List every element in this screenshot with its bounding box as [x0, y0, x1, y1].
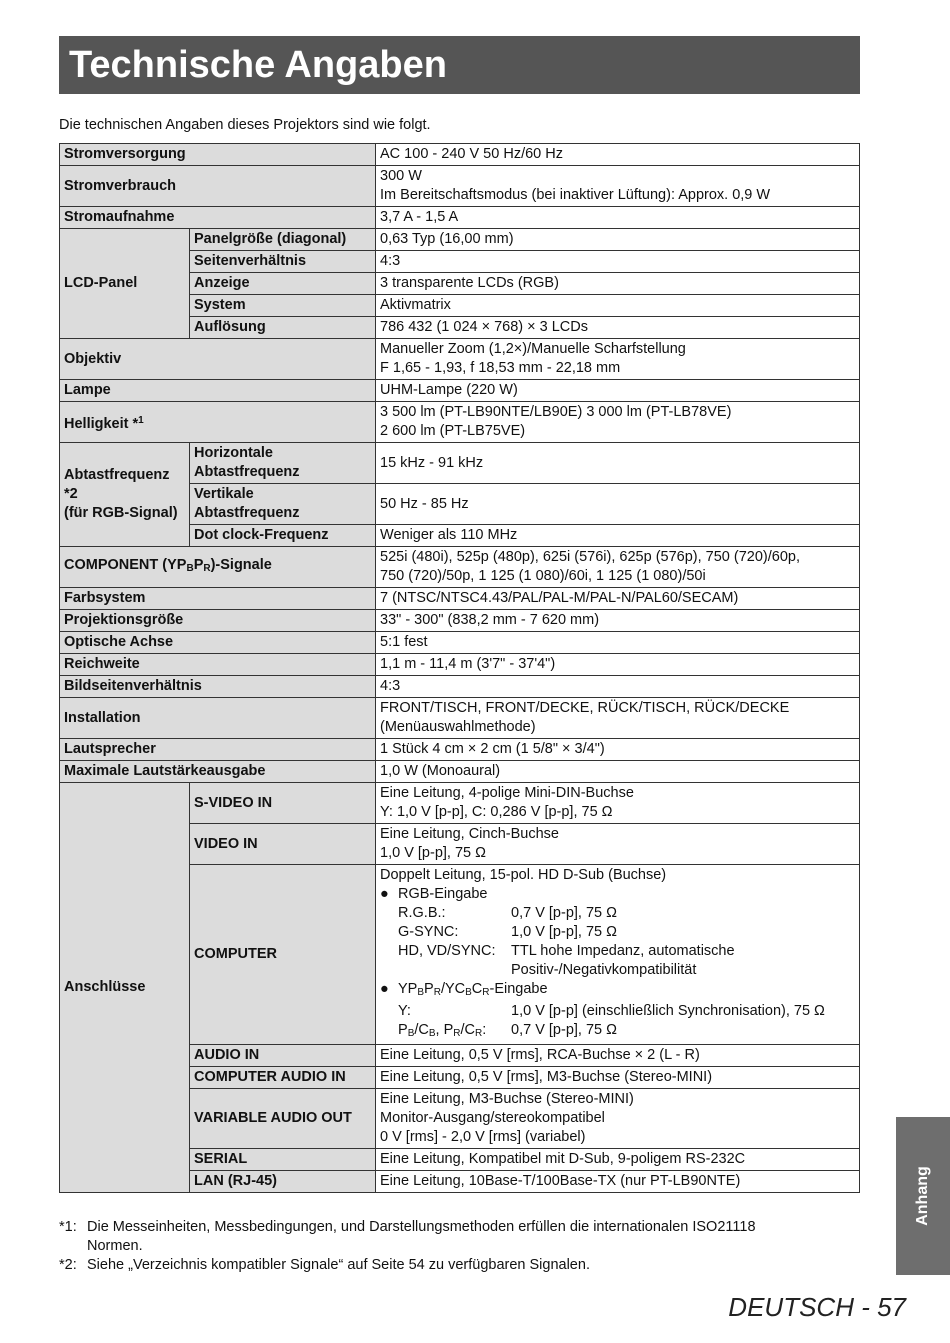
- label-subscript: B: [186, 563, 194, 574]
- table-row: [60, 547, 860, 588]
- row-value: 1,0 W (Monoaural): [376, 761, 860, 783]
- text-part: :: [482, 1022, 487, 1038]
- value-line: Positiv-/Negativkompatibilität: [511, 962, 697, 978]
- row-value: 3,7 A - 1,5 A: [376, 207, 860, 229]
- value-key: R.G.B.:: [398, 905, 446, 921]
- table-row: [60, 339, 860, 380]
- row-value: [376, 547, 860, 588]
- group-label: Anschlüsse: [60, 783, 190, 1193]
- row-label: [60, 402, 376, 443]
- table-row: [60, 207, 860, 229]
- row-value: Eine Leitung, 0,5 V [rms], M3-Buchse (Stereo-MINI): [376, 1067, 860, 1089]
- page-title: Technische Angaben: [69, 44, 447, 86]
- value-line: Im Bereitschaftsmodus (bei inaktiver Lüftung): Approx. 0,9 W: [380, 187, 771, 203]
- row-label: LAN (RJ-45): [190, 1171, 376, 1193]
- row-value: [376, 339, 860, 380]
- footnote-text: Siehe „Verzeichnis kompatibler Signale“ auf Seite 54 zu verfügbaren Signalen.: [87, 1257, 590, 1273]
- footnote: [59, 1256, 859, 1275]
- row-label: [60, 547, 376, 588]
- value-line: 2 600 lm (PT-LB75VE): [380, 423, 526, 439]
- value-line: 300 W: [380, 168, 422, 184]
- footnotes: [59, 1218, 859, 1275]
- text-part: , P: [435, 1022, 454, 1038]
- row-value: [376, 698, 860, 739]
- text-subscript: R: [453, 1028, 461, 1039]
- row-label: Dot clock-Frequenz: [190, 525, 376, 547]
- bullet-icon: ●: [380, 886, 389, 902]
- table-row: [60, 166, 860, 207]
- value-line: 1,0 V [p-p] (einschließlich Synchronisation), 75 Ω: [511, 1003, 825, 1019]
- row-label: Reichweite: [60, 654, 376, 676]
- value-line: Y: 1,0 V [p-p], C: 0,286 V [p-p], 75 Ω: [380, 804, 613, 820]
- value-line: 525i (480i), 525p (480p), 625i (576i), 625p (576p), 750 (720)/60p,: [380, 549, 800, 565]
- row-value: [376, 783, 860, 824]
- row-label: Optische Achse: [60, 632, 376, 654]
- label-subscript: R: [203, 563, 211, 574]
- row-label: [190, 484, 376, 525]
- footnote: [59, 1218, 859, 1256]
- table-row: [60, 588, 860, 610]
- table-row: [60, 783, 860, 824]
- value-line: 0 V [rms] - 2,0 V [rms] (variabel): [380, 1129, 586, 1145]
- page-number: DEUTSCH - 57: [728, 1292, 906, 1322]
- label-text: )-Signale: [210, 557, 272, 573]
- row-label: Bildseitenverhältnis: [60, 676, 376, 698]
- value-line: Eine Leitung, Cinch-Buchse: [380, 826, 559, 842]
- row-label: Stromversorgung: [60, 144, 376, 166]
- row-value: Eine Leitung, Kompatibel mit D-Sub, 9-poligem RS-232C: [376, 1149, 860, 1171]
- row-value: 50 Hz - 85 Hz: [376, 484, 860, 525]
- row-label: [190, 443, 376, 484]
- row-label: Installation: [60, 698, 376, 739]
- row-value: Aktivmatrix: [376, 295, 860, 317]
- value-line: Monitor-Ausgang/stereokompatibel: [380, 1110, 605, 1126]
- footnote-line: Die Messeinheiten, Messbedingungen, und Darstellungsmethoden erfüllen die internationalen ISO21118: [87, 1219, 756, 1235]
- table-row: [60, 144, 860, 166]
- row-label: Maximale Lautstärkeausgabe: [60, 761, 376, 783]
- footnote-line: Normen.: [87, 1238, 143, 1254]
- text-part: P: [398, 1022, 408, 1038]
- group-label: LCD-Panel: [60, 229, 190, 339]
- value-key: Y:: [398, 1003, 411, 1019]
- footnote-text: [87, 1218, 859, 1256]
- value-line: 3 500 lm (PT-LB90NTE/LB90E) 3 000 lm (PT-LB78VE): [380, 404, 732, 420]
- side-tab-label: Anhang: [914, 1166, 931, 1226]
- intro-text: Die technischen Angaben dieses Projektors sind wie folgt.: [59, 117, 431, 133]
- value-key: G-SYNC:: [398, 924, 459, 940]
- value-line: Eine Leitung, 4-polige Mini-DIN-Buchse: [380, 785, 634, 801]
- table-row: [60, 229, 860, 251]
- row-label: Panelgröße (diagonal): [190, 229, 376, 251]
- value-line: 750 (720)/50p, 1 125 (1 080)/60i, 1 125 (1 080)/50i: [380, 568, 706, 584]
- row-label: Anzeige: [190, 273, 376, 295]
- row-value: 1 Stück 4 cm × 2 cm (1 5/8" × 3/4"): [376, 739, 860, 761]
- row-value: 15 kHz - 91 kHz: [376, 443, 860, 484]
- row-value: [376, 1089, 860, 1149]
- row-value: [376, 402, 860, 443]
- label-text: Helligkeit *: [64, 415, 139, 432]
- row-label: Seitenverhältnis: [190, 251, 376, 273]
- row-value: 1,1 m - 11,4 m (3'7" - 37'4"): [376, 654, 860, 676]
- text-part: /YC: [440, 981, 466, 997]
- row-label: COMPUTER AUDIO IN: [190, 1067, 376, 1089]
- text-part: YP: [398, 981, 418, 997]
- label-text: P: [193, 557, 204, 573]
- row-label: Objektiv: [60, 339, 376, 380]
- text-part: C: [471, 981, 483, 997]
- value-line: Manueller Zoom (1,2×)/Manuelle Scharfstellung: [380, 341, 686, 357]
- row-label: COMPUTER: [190, 865, 376, 1045]
- row-value: [376, 824, 860, 865]
- text-subscript: B: [417, 987, 425, 998]
- label-line: Abtastfrequenz *2: [64, 467, 170, 502]
- text-subscript: B: [407, 1028, 415, 1039]
- row-label: VARIABLE AUDIO OUT: [190, 1089, 376, 1149]
- table-row: [60, 402, 860, 443]
- row-value: AC 100 - 240 V 50 Hz/60 Hz: [376, 144, 860, 166]
- row-value: 4:3: [376, 251, 860, 273]
- label-line: Abtastfrequenz: [194, 505, 300, 521]
- value-line: Doppelt Leitung, 15-pol. HD D-Sub (Buchse): [380, 867, 667, 883]
- label-text: COMPONENT (YP: [64, 557, 187, 573]
- value-line: 0,7 V [p-p], 75 Ω: [511, 1022, 617, 1038]
- label-line: (für RGB-Signal): [64, 505, 178, 521]
- row-label: S-VIDEO IN: [190, 783, 376, 824]
- row-label: Auflösung: [190, 317, 376, 339]
- row-value: 3 transparente LCDs (RGB): [376, 273, 860, 295]
- value-line: RGB-Eingabe: [398, 886, 488, 902]
- row-value: 7 (NTSC/NTSC4.43/PAL/PAL-M/PAL-N/PAL60/SECAM): [376, 588, 860, 610]
- group-label: [60, 443, 190, 547]
- computer-spec: [380, 866, 855, 1043]
- row-label: Lautsprecher: [60, 739, 376, 761]
- row-label: System: [190, 295, 376, 317]
- text-subscript: R: [475, 1028, 483, 1039]
- row-label: AUDIO IN: [190, 1045, 376, 1067]
- title-bar: [59, 36, 860, 94]
- row-value: Weniger als 110 MHz: [376, 525, 860, 547]
- value-line: F 1,65 - 1,93, f 18,53 mm - 22,18 mm: [380, 360, 621, 376]
- table-row: [60, 632, 860, 654]
- text-part: -Eingabe: [489, 981, 548, 997]
- label-line: Horizontale: [194, 445, 273, 461]
- text-subscript: B: [465, 987, 472, 998]
- footnote-ref: 1: [138, 414, 144, 426]
- value-line: 1,0 V [p-p], 75 Ω: [380, 845, 486, 861]
- text-subscript: R: [482, 987, 490, 998]
- value-line: Eine Leitung, M3-Buchse (Stereo-MINI): [380, 1091, 634, 1107]
- row-label: SERIAL: [190, 1149, 376, 1171]
- row-label: Projektionsgröße: [60, 610, 376, 632]
- bullet-icon: ●: [380, 981, 389, 997]
- table-row: [60, 380, 860, 402]
- row-label: Stromverbrauch: [60, 166, 376, 207]
- value-line: TTL hohe Impedanz, automatische: [511, 943, 735, 959]
- text-subscript: B: [428, 1028, 436, 1039]
- table-row: [60, 698, 860, 739]
- value-key: HD, VD/SYNC:: [398, 943, 496, 959]
- footnote-mark: *2:: [59, 1257, 77, 1273]
- table-row: [60, 676, 860, 698]
- label-line: Abtastfrequenz: [194, 464, 300, 480]
- text-part: /C: [460, 1022, 475, 1038]
- table-row: [60, 761, 860, 783]
- row-value: Eine Leitung, 0,5 V [rms], RCA-Buchse × 2 (L - R): [376, 1045, 860, 1067]
- value-line: 1,0 V [p-p], 75 Ω: [511, 924, 617, 940]
- table-row: [60, 443, 860, 484]
- text-part: P: [424, 981, 434, 997]
- value-line: (Menüauswahlmethode): [380, 719, 536, 735]
- value-line: FRONT/TISCH, FRONT/DECKE, RÜCK/TISCH, RÜCK/DECKE: [380, 700, 790, 716]
- row-value: 0,63 Typ (16,00 mm): [376, 229, 860, 251]
- row-label: Lampe: [60, 380, 376, 402]
- row-value: UHM-Lampe (220 W): [376, 380, 860, 402]
- value-key: [398, 1021, 511, 1043]
- row-value: [376, 865, 860, 1045]
- row-label: Farbsystem: [60, 588, 376, 610]
- label-line: Vertikale: [194, 486, 254, 502]
- table-row: [60, 610, 860, 632]
- side-tab: [896, 1117, 950, 1275]
- footnote-mark: *1:: [59, 1219, 77, 1235]
- row-value: 4:3: [376, 676, 860, 698]
- text-part: /C: [414, 1022, 429, 1038]
- text-subscript: R: [433, 987, 441, 998]
- table-row: [60, 739, 860, 761]
- value-line: 0,7 V [p-p], 75 Ω: [511, 905, 617, 921]
- row-value: Eine Leitung, 10Base-T/100Base-TX (nur PT-LB90NTE): [376, 1171, 860, 1193]
- row-label: Stromaufnahme: [60, 207, 376, 229]
- row-value: [376, 166, 860, 207]
- spec-table: [59, 143, 860, 1193]
- row-label: VIDEO IN: [190, 824, 376, 865]
- row-value: 5:1 fest: [376, 632, 860, 654]
- table-row: [60, 654, 860, 676]
- row-value: 33" - 300" (838,2 mm - 7 620 mm): [376, 610, 860, 632]
- row-value: 786 432 (1 024 × 768) × 3 LCDs: [376, 317, 860, 339]
- value-line: [398, 980, 855, 1002]
